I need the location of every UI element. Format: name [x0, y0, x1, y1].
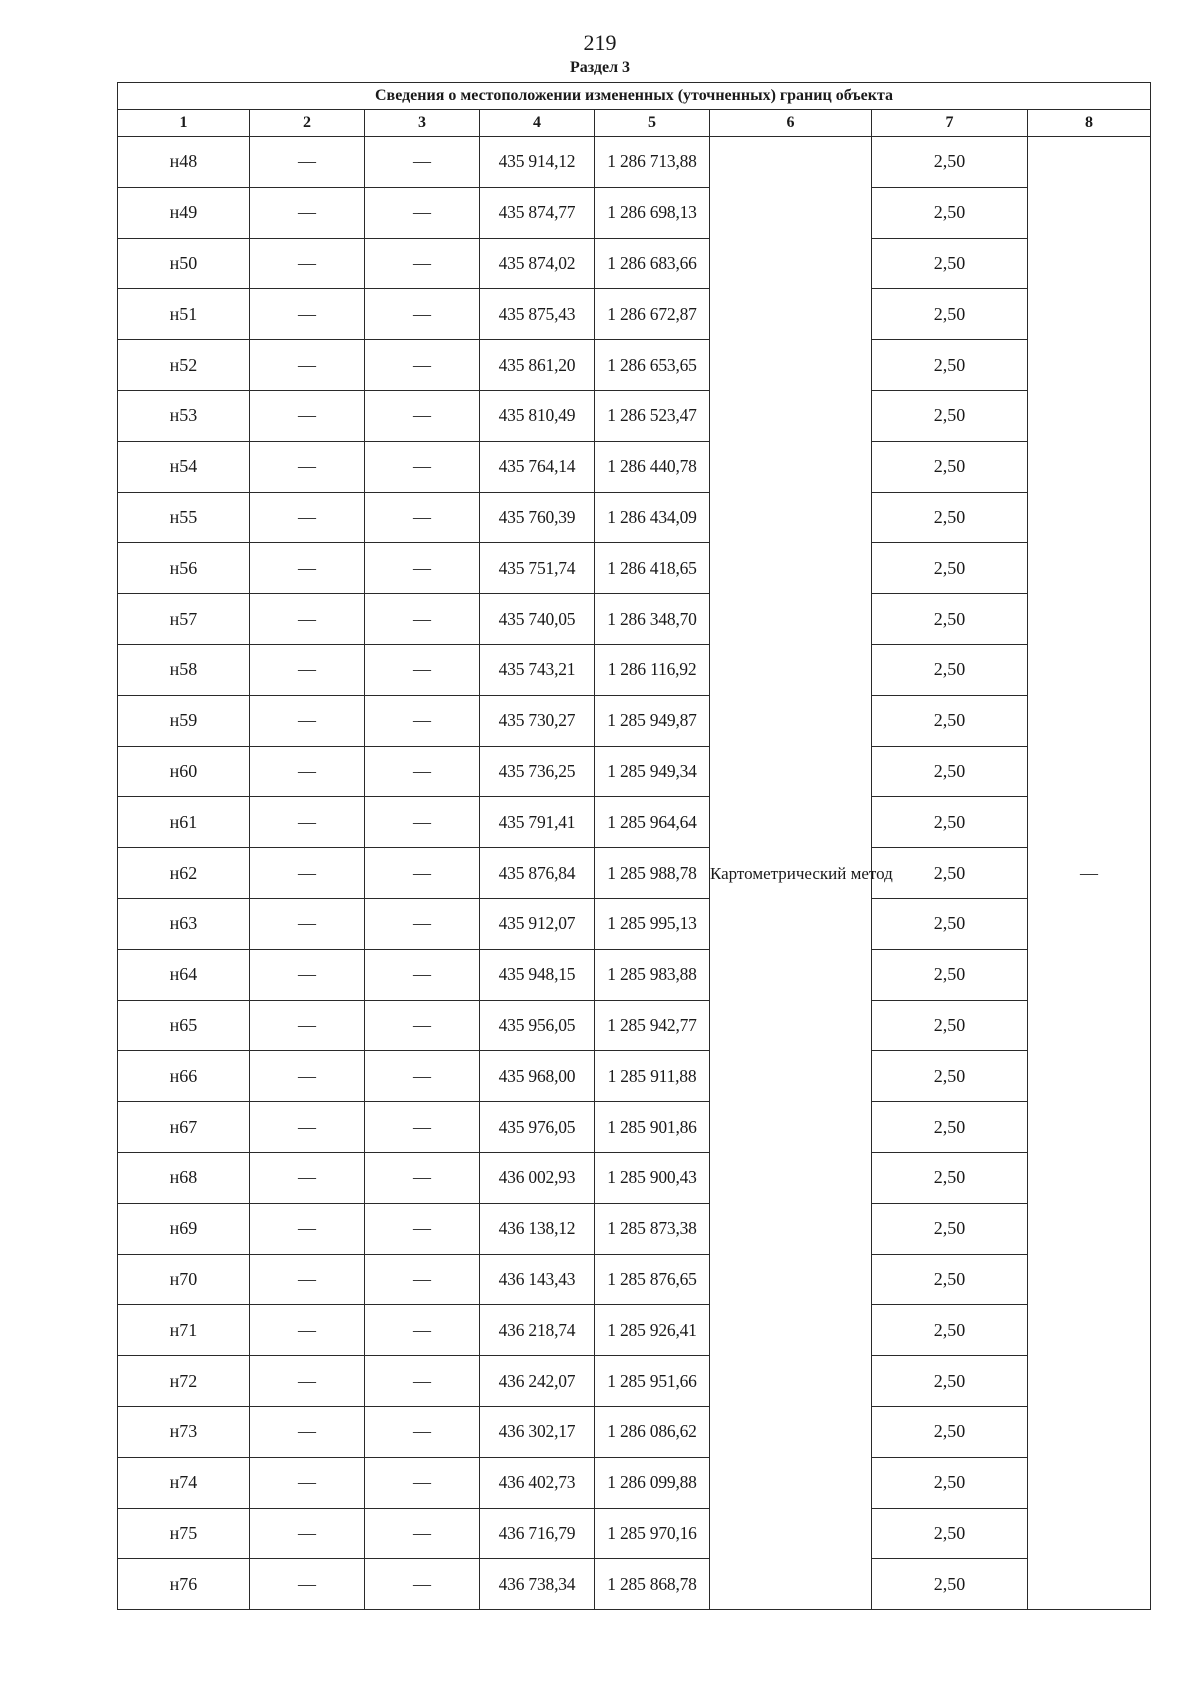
col2-cell: — [250, 1102, 365, 1153]
table-row [118, 1051, 1151, 1102]
y-coordinate-cell: 1 285 942,77 [595, 1000, 710, 1051]
y-coordinate-cell: 1 285 964,64 [595, 797, 710, 848]
point-name-cell: н73 [118, 1406, 250, 1457]
table-row [118, 949, 1151, 1000]
x-coordinate-cell: 435 976,05 [480, 1102, 595, 1153]
column-number-row [118, 110, 1151, 137]
point-name-cell: н68 [118, 1152, 250, 1203]
col3-cell: — [365, 695, 480, 746]
accuracy-cell: 2,50 [872, 848, 1028, 899]
point-name-cell: н64 [118, 949, 250, 1000]
table-row [118, 390, 1151, 441]
point-name-cell: н66 [118, 1051, 250, 1102]
column-number-4: 4 [480, 110, 595, 137]
point-name-cell: н76 [118, 1559, 250, 1610]
col2-cell: — [250, 1508, 365, 1559]
accuracy-cell: 2,50 [872, 594, 1028, 645]
col2-cell: — [250, 797, 365, 848]
y-coordinate-cell: 1 285 949,34 [595, 746, 710, 797]
table-row [118, 289, 1151, 340]
point-name-cell: н59 [118, 695, 250, 746]
point-name-cell: н54 [118, 441, 250, 492]
accuracy-cell: 2,50 [872, 1051, 1028, 1102]
table-row [118, 898, 1151, 949]
col2-cell: — [250, 1203, 365, 1254]
table-row [118, 594, 1151, 645]
col3-cell: — [365, 1203, 480, 1254]
y-coordinate-cell: 1 285 970,16 [595, 1508, 710, 1559]
accuracy-cell: 2,50 [872, 137, 1028, 188]
col2-cell: — [250, 441, 365, 492]
point-name-cell: н52 [118, 340, 250, 391]
table-row [118, 1406, 1151, 1457]
col2-cell: — [250, 695, 365, 746]
col2-cell: — [250, 543, 365, 594]
col3-cell: — [365, 644, 480, 695]
point-name-cell: н75 [118, 1508, 250, 1559]
table-row [118, 1356, 1151, 1407]
x-coordinate-cell: 435 736,25 [480, 746, 595, 797]
point-name-cell: н69 [118, 1203, 250, 1254]
accuracy-cell: 2,50 [872, 1203, 1028, 1254]
y-coordinate-cell: 1 286 440,78 [595, 441, 710, 492]
y-coordinate-cell: 1 285 926,41 [595, 1305, 710, 1356]
y-coordinate-cell: 1 286 086,62 [595, 1406, 710, 1457]
column-number-3: 3 [365, 110, 480, 137]
col3-cell: — [365, 1152, 480, 1203]
table-row [118, 746, 1151, 797]
y-coordinate-cell: 1 286 348,70 [595, 594, 710, 645]
accuracy-cell: 2,50 [872, 1305, 1028, 1356]
x-coordinate-cell: 436 242,07 [480, 1356, 595, 1407]
table-row [118, 543, 1151, 594]
y-coordinate-cell: 1 285 911,88 [595, 1051, 710, 1102]
col3-cell: — [365, 1254, 480, 1305]
x-coordinate-cell: 435 730,27 [480, 695, 595, 746]
accuracy-cell: 2,50 [872, 1000, 1028, 1051]
col3-cell: — [365, 1102, 480, 1153]
y-coordinate-cell: 1 285 988,78 [595, 848, 710, 899]
x-coordinate-cell: 435 874,77 [480, 187, 595, 238]
y-coordinate-cell: 1 286 099,88 [595, 1457, 710, 1508]
table-title: Сведения о местоположении измененных (уточненных) границ объекта [118, 83, 1151, 110]
accuracy-cell: 2,50 [872, 238, 1028, 289]
column-number-2: 2 [250, 110, 365, 137]
x-coordinate-cell: 435 874,02 [480, 238, 595, 289]
y-coordinate-cell: 1 285 995,13 [595, 898, 710, 949]
accuracy-cell: 2,50 [872, 187, 1028, 238]
accuracy-cell: 2,50 [872, 1457, 1028, 1508]
col2-cell: — [250, 238, 365, 289]
col2-cell: — [250, 898, 365, 949]
table-row [118, 848, 1151, 899]
table-row [118, 137, 1151, 188]
col3-cell: — [365, 848, 480, 899]
y-coordinate-cell: 1 286 434,09 [595, 492, 710, 543]
col3-cell: — [365, 441, 480, 492]
accuracy-cell: 2,50 [872, 441, 1028, 492]
accuracy-cell: 2,50 [872, 1356, 1028, 1407]
col2-cell: — [250, 1000, 365, 1051]
x-coordinate-cell: 435 743,21 [480, 644, 595, 695]
method-cell: Картометрический метод [710, 137, 872, 1610]
col3-cell: — [365, 797, 480, 848]
col2-cell: — [250, 1356, 365, 1407]
col2-cell: — [250, 848, 365, 899]
y-coordinate-cell: 1 286 672,87 [595, 289, 710, 340]
accuracy-cell: 2,50 [872, 543, 1028, 594]
col3-cell: — [365, 1406, 480, 1457]
y-coordinate-cell: 1 285 901,86 [595, 1102, 710, 1153]
y-coordinate-cell: 1 286 698,13 [595, 187, 710, 238]
col3-cell: — [365, 1559, 480, 1610]
x-coordinate-cell: 436 143,43 [480, 1254, 595, 1305]
y-coordinate-cell: 1 286 523,47 [595, 390, 710, 441]
table-row [118, 1203, 1151, 1254]
accuracy-cell: 2,50 [872, 390, 1028, 441]
point-name-cell: н61 [118, 797, 250, 848]
accuracy-cell: 2,50 [872, 1406, 1028, 1457]
x-coordinate-cell: 435 968,00 [480, 1051, 595, 1102]
table-row [118, 1559, 1151, 1610]
col3-cell: — [365, 898, 480, 949]
y-coordinate-cell: 1 286 683,66 [595, 238, 710, 289]
column-number-7: 7 [872, 110, 1028, 137]
x-coordinate-cell: 436 002,93 [480, 1152, 595, 1203]
col3-cell: — [365, 1356, 480, 1407]
col3-cell: — [365, 949, 480, 1000]
y-coordinate-cell: 1 286 713,88 [595, 137, 710, 188]
col2-cell: — [250, 949, 365, 1000]
table-row [118, 1152, 1151, 1203]
col3-cell: — [365, 137, 480, 188]
col8-cell: — [1028, 137, 1151, 1610]
point-name-cell: н72 [118, 1356, 250, 1407]
col3-cell: — [365, 1508, 480, 1559]
x-coordinate-cell: 435 875,43 [480, 289, 595, 340]
x-coordinate-cell: 435 956,05 [480, 1000, 595, 1051]
y-coordinate-cell: 1 285 949,87 [595, 695, 710, 746]
accuracy-cell: 2,50 [872, 695, 1028, 746]
x-coordinate-cell: 435 791,41 [480, 797, 595, 848]
col3-cell: — [365, 1000, 480, 1051]
boundaries-table [117, 82, 1151, 1610]
point-name-cell: н70 [118, 1254, 250, 1305]
table-row [118, 340, 1151, 391]
accuracy-cell: 2,50 [872, 340, 1028, 391]
table-row [118, 187, 1151, 238]
page-number: 219 [583, 30, 617, 55]
table-row [118, 441, 1151, 492]
table-row [118, 1000, 1151, 1051]
x-coordinate-cell: 435 740,05 [480, 594, 595, 645]
table-row [118, 1254, 1151, 1305]
col2-cell: — [250, 1406, 365, 1457]
x-coordinate-cell: 435 876,84 [480, 848, 595, 899]
point-name-cell: н74 [118, 1457, 250, 1508]
accuracy-cell: 2,50 [872, 1559, 1028, 1610]
table-title-row [118, 83, 1151, 110]
y-coordinate-cell: 1 285 868,78 [595, 1559, 710, 1610]
x-coordinate-cell: 435 948,15 [480, 949, 595, 1000]
col2-cell: — [250, 1152, 365, 1203]
accuracy-cell: 2,50 [872, 898, 1028, 949]
x-coordinate-cell: 435 760,39 [480, 492, 595, 543]
table-body [118, 137, 1151, 1610]
table-row [118, 1102, 1151, 1153]
accuracy-cell: 2,50 [872, 1152, 1028, 1203]
accuracy-cell: 2,50 [872, 1508, 1028, 1559]
x-coordinate-cell: 435 764,14 [480, 441, 595, 492]
col3-cell: — [365, 1457, 480, 1508]
point-name-cell: н62 [118, 848, 250, 899]
table-row [118, 492, 1151, 543]
x-coordinate-cell: 436 302,17 [480, 1406, 595, 1457]
y-coordinate-cell: 1 285 983,88 [595, 949, 710, 1000]
accuracy-cell: 2,50 [872, 746, 1028, 797]
col3-cell: — [365, 390, 480, 441]
y-coordinate-cell: 1 285 900,43 [595, 1152, 710, 1203]
y-coordinate-cell: 1 285 873,38 [595, 1203, 710, 1254]
col3-cell: — [365, 543, 480, 594]
col2-cell: — [250, 289, 365, 340]
accuracy-cell: 2,50 [872, 492, 1028, 543]
accuracy-cell: 2,50 [872, 1102, 1028, 1153]
x-coordinate-cell: 435 810,49 [480, 390, 595, 441]
point-name-cell: н60 [118, 746, 250, 797]
column-number-1: 1 [118, 110, 250, 137]
accuracy-cell: 2,50 [872, 644, 1028, 695]
x-coordinate-cell: 436 716,79 [480, 1508, 595, 1559]
point-name-cell: н58 [118, 644, 250, 695]
point-name-cell: н71 [118, 1305, 250, 1356]
col2-cell: — [250, 187, 365, 238]
accuracy-cell: 2,50 [872, 797, 1028, 848]
point-name-cell: н51 [118, 289, 250, 340]
column-number-8: 8 [1028, 110, 1151, 137]
col3-cell: — [365, 746, 480, 797]
col2-cell: — [250, 1254, 365, 1305]
y-coordinate-cell: 1 286 653,65 [595, 340, 710, 391]
table-row [118, 1305, 1151, 1356]
col3-cell: — [365, 289, 480, 340]
col3-cell: — [365, 1305, 480, 1356]
table-row [118, 695, 1151, 746]
x-coordinate-cell: 435 912,07 [480, 898, 595, 949]
table-row [118, 238, 1151, 289]
accuracy-cell: 2,50 [872, 1254, 1028, 1305]
accuracy-cell: 2,50 [872, 289, 1028, 340]
col2-cell: — [250, 594, 365, 645]
col3-cell: — [365, 238, 480, 289]
col3-cell: — [365, 594, 480, 645]
point-name-cell: н56 [118, 543, 250, 594]
col3-cell: — [365, 187, 480, 238]
col2-cell: — [250, 340, 365, 391]
point-name-cell: н63 [118, 898, 250, 949]
x-coordinate-cell: 436 138,12 [480, 1203, 595, 1254]
col2-cell: — [250, 1051, 365, 1102]
table-row [118, 1508, 1151, 1559]
x-coordinate-cell: 435 861,20 [480, 340, 595, 391]
x-coordinate-cell: 436 738,34 [480, 1559, 595, 1610]
point-name-cell: н49 [118, 187, 250, 238]
y-coordinate-cell: 1 286 418,65 [595, 543, 710, 594]
accuracy-cell: 2,50 [872, 949, 1028, 1000]
point-name-cell: н55 [118, 492, 250, 543]
column-number-5: 5 [595, 110, 710, 137]
col2-cell: — [250, 1559, 365, 1610]
col3-cell: — [365, 1051, 480, 1102]
y-coordinate-cell: 1 285 876,65 [595, 1254, 710, 1305]
y-coordinate-cell: 1 285 951,66 [595, 1356, 710, 1407]
point-name-cell: н48 [118, 137, 250, 188]
col3-cell: — [365, 340, 480, 391]
column-number-6: 6 [710, 110, 872, 137]
col2-cell: — [250, 390, 365, 441]
col2-cell: — [250, 137, 365, 188]
col3-cell: — [365, 492, 480, 543]
point-name-cell: н65 [118, 1000, 250, 1051]
table-row [118, 797, 1151, 848]
point-name-cell: н50 [118, 238, 250, 289]
x-coordinate-cell: 436 218,74 [480, 1305, 595, 1356]
point-name-cell: н67 [118, 1102, 250, 1153]
col2-cell: — [250, 746, 365, 797]
col2-cell: — [250, 492, 365, 543]
x-coordinate-cell: 435 751,74 [480, 543, 595, 594]
y-coordinate-cell: 1 286 116,92 [595, 644, 710, 695]
x-coordinate-cell: 435 914,12 [480, 137, 595, 188]
col2-cell: — [250, 1305, 365, 1356]
x-coordinate-cell: 436 402,73 [480, 1457, 595, 1508]
section-title: Раздел 3 [569, 59, 631, 76]
table-row [118, 1457, 1151, 1508]
col2-cell: — [250, 1457, 365, 1508]
point-name-cell: н57 [118, 594, 250, 645]
table-row [118, 644, 1151, 695]
col2-cell: — [250, 644, 365, 695]
point-name-cell: н53 [118, 390, 250, 441]
